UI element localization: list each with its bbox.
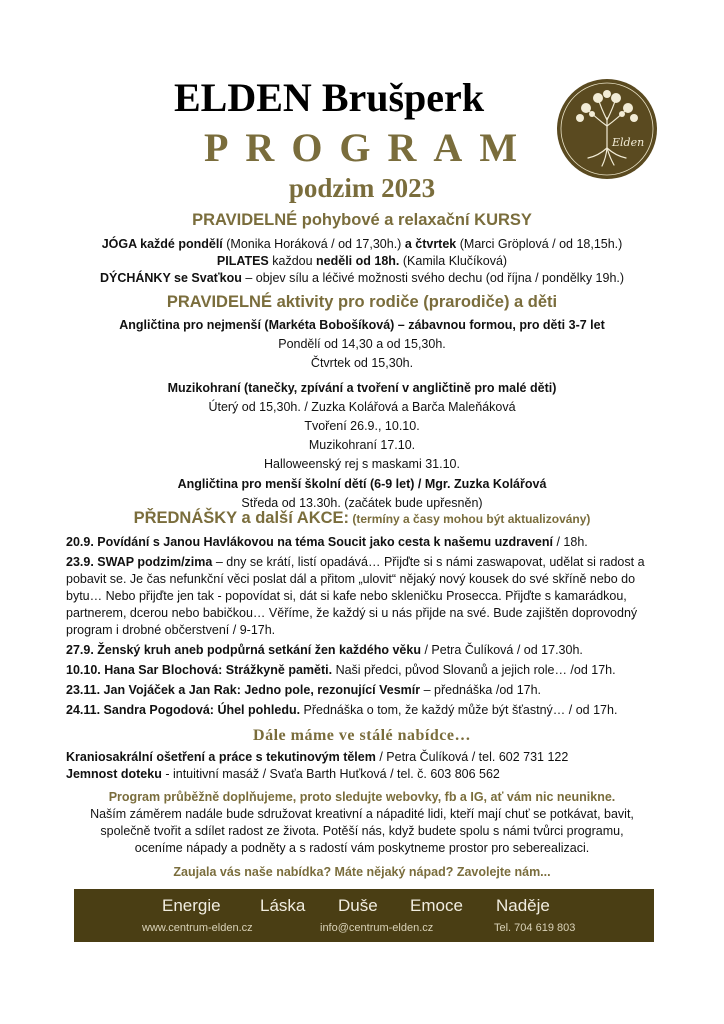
- footer-banner: [74, 889, 654, 942]
- rodice-line: Angličtina pro nejmenší (Markéta Bobošíková) – zábavnou formou, pro děti 3-7 let: [119, 318, 605, 332]
- rodice-line: Tvoření 26.9., 10.10.: [304, 419, 420, 433]
- rodice-line: Halloweenský rej s maskami 31.10.: [264, 457, 460, 471]
- dychanky-label: DÝCHÁNKY se Svaťkou: [99, 271, 242, 285]
- website-link[interactable]: www.centrum-elden.cz: [142, 922, 253, 934]
- joga-detail: (Monika Horáková / od 17,30h.): [222, 237, 405, 251]
- rodice-list: [0, 317, 724, 511]
- akce-heading: [0, 509, 724, 528]
- page-title: ELDEN Brušperk: [174, 75, 485, 120]
- info-line: oceníme nápady a podněty a s radostí vám poskytneme prostor pro seberealizaci.: [134, 841, 590, 855]
- pilates-label: PILATES: [216, 254, 269, 268]
- season-heading: podzim 2023: [288, 173, 436, 203]
- pilates-line: [0, 253, 724, 269]
- event-item: 20.9. Povídání s Janou Havlákovou na téma Soucit jako cesta k našemu uzdravení / 18h.: [66, 535, 588, 549]
- event-item: 27.9. Ženský kruh aneb podpůrná setkání žen každého věku / Petra Čulíková / od 17.30h.: [66, 643, 583, 657]
- joga-label-2: a čtvrtek: [404, 237, 457, 251]
- rodice-line: Muzikohraní (tanečky, zpívání a tvoření v angličtině pro malé děti): [167, 381, 557, 395]
- pilates-detail: každou: [268, 254, 317, 268]
- rodice-line: Úterý od 15,30h. / Zuzka Kolářová a Barča Maleňáková: [208, 400, 516, 414]
- call-to-action: Zaujala vás naše nabídka? Máte nějaký nápad? Zavolejte nám...: [173, 865, 551, 879]
- footer-word: Duše: [338, 896, 378, 915]
- footer-word: Láska: [260, 896, 306, 915]
- nabidka-item: Kraniosakrální ošetření a práce s tekutinovým tělem / Petra Čulíková / tel. 602 731 122: [66, 750, 569, 764]
- rodice-line: Středa od 13.30h. (začátek bude upřesněn): [241, 496, 483, 510]
- info-line: společně tvořit a sdílet radost ze života. Potěší nás, když budete spolu s námi tvůrci programu,: [100, 824, 624, 838]
- nabidka-list: [66, 749, 666, 783]
- akce-list: [66, 534, 666, 719]
- tree-of-life-icon: [556, 78, 658, 180]
- footer-word: Energie: [162, 896, 221, 915]
- footer-word: Emoce: [410, 896, 463, 915]
- dychanky-detail: – objev sílu a léčivé možnosti svého dechu (od října / pondělky 19h.): [241, 271, 625, 285]
- footer-word: Naděje: [496, 896, 550, 915]
- event-item: 23.9. SWAP podzim/zima – dny se krátí, listí opadává… Přijďte si s námi zaswapovat, udělat si radost a pobavit se. Je čas nefunkční věci poslat dál a přitom „ulovit“ nějaký nový kousek do své skříně nebo do bytu… Nebo přijďte jen tak - popovídat si, dát si kafe nebo skleničku Prosecca. Přijďte s kamarádkou, partnerem, dcerou nebo babičkou… Věříme, že každý si u nás přijde na své. Bude zajištěn doprovodný program i drobné občerstvení / 9-17h.: [66, 555, 645, 637]
- event-item: 24.11. Sandra Pogodová: Úhel pohledu. Přednáška o tom, že každý může být šťastný… / od 17h.: [66, 703, 618, 717]
- event-item: 10.10. Hana Sar Blochová: Strážkyně paměti. Naši předci, původ Slovanů a jejich role… /od 17h.: [66, 663, 616, 677]
- rodice-line: Pondělí od 14,30 a od 15,30h.: [278, 337, 446, 351]
- info-line: Naším záměrem nadále bude sdružovat kreativní a nápadité lidi, kteří mají chuť se potkávat, bavit,: [90, 807, 634, 821]
- rodice-heading: PRAVIDELNÉ aktivity pro rodiče (prarodiče) a děti: [166, 293, 558, 311]
- joga-line: [0, 236, 724, 252]
- program-heading: PROGRAM: [204, 125, 535, 170]
- rodice-line: Angličtina pro menší školní dětí (6-9 let) / Mgr. Zuzka Kolářová: [177, 477, 547, 491]
- rodice-line: Čtvrtek od 15,30h.: [310, 356, 414, 370]
- akce-subtitle: (termíny a časy mohou být aktualizovány): [349, 512, 591, 526]
- nabidka-item: Jemnost doteku - intuitivní masáž / Svaťa Barth Huťková / tel. č. 603 806 562: [66, 767, 500, 781]
- logo-word: Elden: [612, 136, 645, 149]
- event-item: 23.11. Jan Vojáček a Jan Rak: Jedno pole, rezonující Vesmír – přednáška /od 17h.: [66, 683, 542, 697]
- joga-detail-2: (Marci Gröplová / od 18,15h.): [456, 237, 623, 251]
- pilates-teacher: (Kamila Klučíková): [399, 254, 508, 268]
- rodice-line: Muzikohraní 17.10.: [308, 438, 416, 452]
- nabidka-heading: Dále máme ve stálé nabídce…: [253, 727, 471, 744]
- phone-number: Tel. 704 619 803: [494, 922, 576, 934]
- email-link[interactable]: info@centrum-elden.cz: [320, 922, 434, 934]
- akce-title: PŘEDNÁŠKY a další AKCE:: [133, 509, 350, 527]
- kurzy-heading: PRAVIDELNÉ pohybové a relaxační KURSY: [192, 211, 532, 229]
- info-text: [0, 806, 724, 857]
- dychanky-line: [0, 270, 724, 286]
- info-highlight: Program průběžně doplňujeme, proto sledujte webovky, fb a IG, ať vám nic neunikne.: [108, 790, 616, 804]
- pilates-time: neděli od 18h.: [316, 254, 400, 268]
- joga-label: JÓGA každé pondělí: [101, 237, 223, 251]
